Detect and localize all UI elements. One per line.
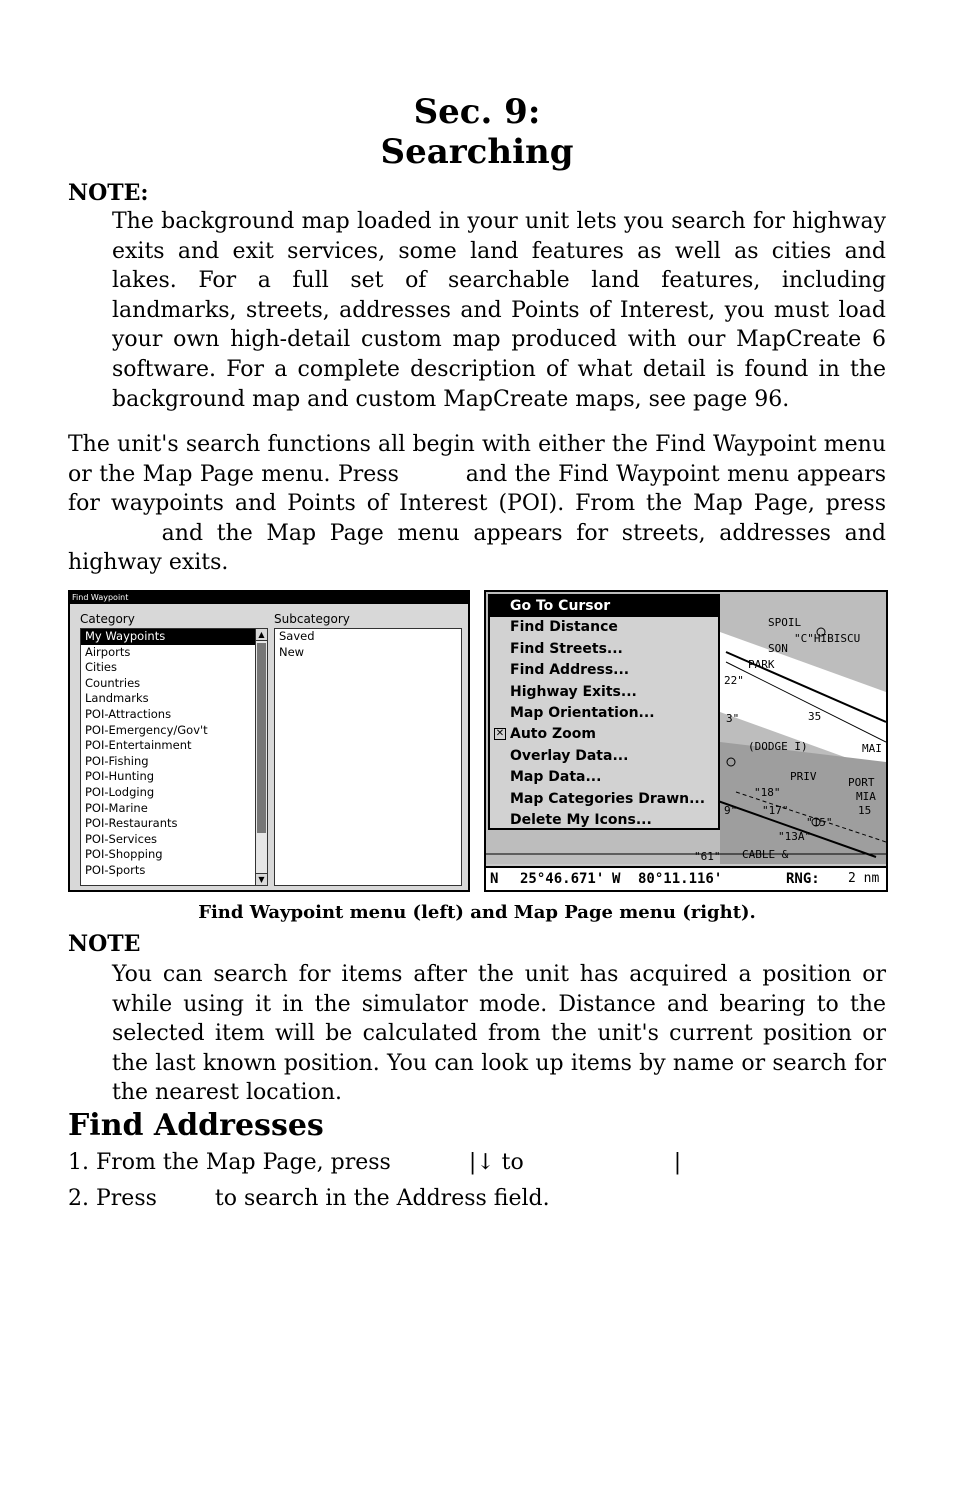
category-item[interactable]: POI-Fishing [85,753,149,768]
step-2 [68,1186,550,1211]
category-item[interactable]: My Waypoints [81,629,257,645]
map-label-15b: "15" [806,816,833,829]
category-item[interactable]: POI-Sports [85,862,146,877]
longitude-value: 80°11.116' [638,871,723,887]
subcategory-list[interactable] [274,628,462,886]
step-1 [68,1150,681,1175]
find-waypoint-screenshot [68,590,470,892]
category-item[interactable]: Cities [85,660,117,675]
range-label: RNG: [786,871,820,887]
menu-item-map-categories-drawn[interactable]: Map Categories Drawn... [510,790,706,807]
map-status-bar [486,866,886,890]
map-label-mia: MIA [856,790,876,803]
category-list[interactable] [80,628,258,886]
map-label-22: 22" [724,674,744,687]
step-1-text-c: | [673,1150,682,1175]
category-item[interactable]: POI-Entertainment [85,738,192,753]
menu-item-find-distance[interactable]: Find Distance [510,619,618,636]
scroll-up-icon[interactable]: ▲ [256,629,267,641]
scroll-down-icon[interactable]: ▼ [256,873,267,885]
category-item[interactable]: Landmarks [85,691,149,706]
map-label-13a: "13A" [778,830,812,843]
menu-item-overlay-data[interactable]: Overlay Data... [510,747,629,764]
map-label-35: 35 [808,710,822,723]
menu-item-map-orientation[interactable]: Map Orientation... [510,704,655,721]
map-label-18: "18" [754,786,781,799]
category-item[interactable]: Airports [85,644,131,659]
range-value: 2 nm [848,871,880,886]
map-label-15: 15 [858,804,872,817]
menu-item-go-to-cursor[interactable]: Go To Cursor [490,596,718,617]
map-label-son: SON [768,642,788,655]
step-1-text-b: |↓ to [468,1150,524,1175]
map-label-dodge: (DODGE I) [748,740,808,753]
longitude-hemisphere: W [612,871,621,887]
note-text-2: You can search for items after the unit has acquired a position or while using it in the simulator mode. Distance and bearing to the selected item will be calculated from the unit's current position or the last known position. You can look up items by name or search for the nearest location. [112,962,886,1106]
map-label-61: "61" [694,850,721,863]
intro-part-1: The unit's search functions all begin with either the Find Waypoint menu or the Map Page menu. Press [68,432,886,487]
map-label-cable: CABLE & [742,848,789,861]
find-addresses-heading: Find Addresses [68,1108,324,1143]
map-page-menu [488,594,720,830]
map-label-spoil: SPOIL [768,616,802,629]
checkbox-checked-icon[interactable]: ✕ [495,728,505,740]
note-text: The background map loaded in your unit lets you search for highway exits and exit services, some land features as well as cities and lakes. For a full set of searchable land features, including landmarks, streets, addresses and Points of Interest, you must load your own high-detail custom map produced with our MapCreate 6 software. For a complete description of what detail is found in the background map and custom MapCreate maps, see page 96. [112,209,886,412]
map-page-screenshot [484,590,888,892]
step-2-text-a: 2. Press [68,1186,157,1211]
step-2-text-b: to search in the Address field. [214,1186,550,1211]
menu-item-delete-my-icons[interactable]: Delete My Icons... [510,811,652,828]
step-1-text-a: 1. From the Map Page, press [68,1150,391,1175]
menu-item-highway-exits[interactable]: Highway Exits... [510,683,637,700]
map-label-hibiscus: "C"HIBISCU [794,632,861,645]
category-item[interactable]: Countries [85,675,141,690]
menu-item-auto-zoom-label: Auto Zoom [510,726,596,743]
category-scrollbar[interactable] [255,628,268,886]
scroll-thumb[interactable] [257,643,266,833]
intro-paragraph [68,430,886,578]
subcategory-header: Subcategory [274,612,350,626]
category-item[interactable]: POI-Hunting [85,769,155,784]
note-label-2: NOTE [68,931,141,957]
subcategory-item[interactable]: New [279,644,305,659]
intro-part-3: and the Map Page menu appears for streets, addresses and highway exits. [68,520,886,576]
subcategory-item[interactable]: Saved [279,629,315,643]
category-item[interactable]: POI-Attractions [85,706,172,721]
map-label-9: 9" [724,804,738,817]
category-header: Category [80,612,135,626]
note-label: NOTE: [68,180,149,206]
intro-part-2: and the Find Waypoint menu appears for waypoints and Points of Interest (POI). From the Map Page, press [68,461,887,517]
category-item[interactable]: POI-Emergency/Gov't [85,722,208,737]
map-label-park: PARK [748,658,775,671]
map-label-3: 3" [726,712,740,725]
category-item[interactable]: POI-Lodging [85,784,155,799]
latitude-value: 25°46.671' [520,871,605,887]
category-item[interactable]: POI-Marine [85,800,148,815]
category-item[interactable]: POI-Restaurants [85,816,178,831]
map-label-port: PORT [848,776,875,789]
figure-caption: Find Waypoint menu (left) and Map Page menu (right). [198,902,756,923]
category-item[interactable]: POI-Shopping [85,847,163,862]
map-label-mai: MAI [862,742,882,755]
menu-item-find-streets[interactable]: Find Streets... [510,640,623,657]
category-item[interactable]: POI-Services [85,831,158,846]
map-label-17: "17" [762,804,789,817]
menu-item-find-address[interactable]: Find Address... [510,662,630,679]
map-label-priv: PRIV [790,770,817,783]
section-title-line2: Searching [380,132,574,172]
find-waypoint-title: Find Waypoint [70,592,468,604]
menu-item-auto-zoom[interactable] [490,724,718,745]
section-title-line1: Sec. 9: [413,92,541,132]
menu-item-map-data[interactable]: Map Data... [510,769,602,786]
latitude-hemisphere: N [490,871,499,887]
